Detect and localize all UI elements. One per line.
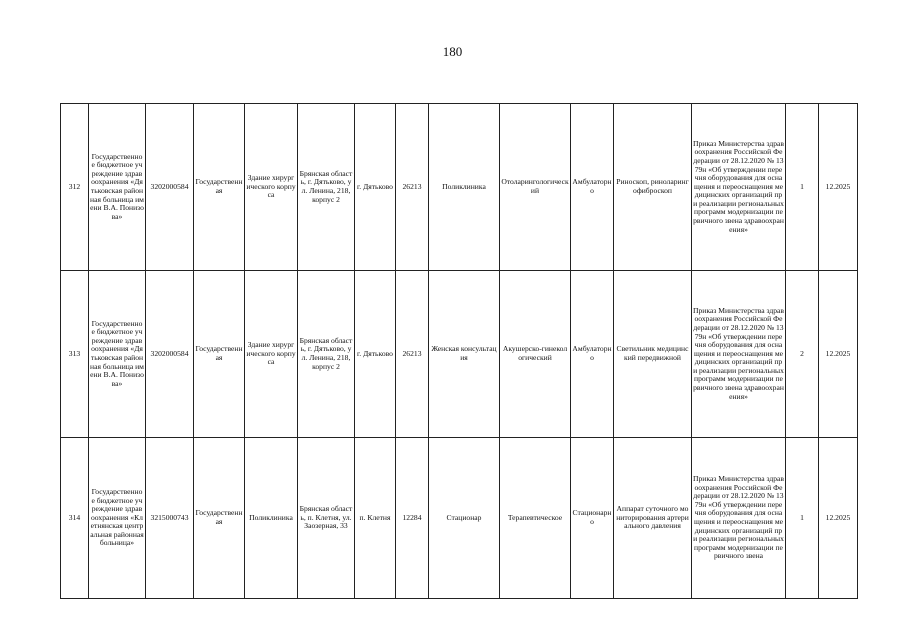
equipment-name: Светильник медицинский передвижной [614, 271, 692, 438]
care-conditions: Стационарно [571, 438, 614, 599]
deadline-date: 12.2025 [819, 438, 858, 599]
equipment-name: Риноскоп, риноларингофиброскоп [614, 104, 692, 271]
ownership-form: Государственная [194, 271, 245, 438]
building-name: Поликлиника [245, 438, 298, 599]
table-row [61, 271, 858, 438]
table-row [61, 438, 858, 599]
locality: г. Дятьково [355, 271, 396, 438]
equipment-name: Аппарат суточного мониторирования артериального давления [614, 438, 692, 599]
row-number: 313 [61, 271, 89, 438]
organization-name: Государственное бюджетное учреждение здравоохранения «Клетнянская центральная районная больница» [89, 438, 146, 599]
medical-profile: Отоларингологический [500, 104, 571, 271]
unit-type: Женская консультация [429, 271, 500, 438]
page-number: 180 [442, 44, 463, 59]
table-row [61, 104, 858, 271]
care-conditions: Амбулаторно [571, 104, 614, 271]
building-name: Здание хирургического корпуса [245, 104, 298, 271]
legal-basis: Приказ Министерства здравоохранения Российской Федерации от 28.12.2020 № 1379н «Об утверждении перечня оборудования для оснащения и переоснащения медицинских организаций при реализации региональных программ модернизации первичного звена [692, 438, 786, 599]
medical-profile: Терапевтическое [500, 438, 571, 599]
locality: г. Дятьково [355, 104, 396, 271]
quantity: 1 [786, 438, 819, 599]
unit-type: Поликлиника [429, 104, 500, 271]
oktmo-code: 12284 [396, 438, 429, 599]
medical-profile: Акушерско-гинекологический [500, 271, 571, 438]
organization-name: Государственное бюджетное учреждение здравоохранения «Дятьковская районная больница имени В.А. Понизова» [89, 104, 146, 271]
ownership-form: Государственная [194, 104, 245, 271]
organization-code: 3215000743 [146, 438, 194, 599]
locality: п. Клетня [355, 438, 396, 599]
deadline-date: 12.2025 [819, 104, 858, 271]
deadline-date: 12.2025 [819, 271, 858, 438]
care-conditions: Амбулаторно [571, 271, 614, 438]
organization-code: 3202000584 [146, 104, 194, 271]
quantity: 2 [786, 271, 819, 438]
oktmo-code: 26213 [396, 271, 429, 438]
address: Брянская область, г. Дятьково, ул. Ленина, 218, корпус 2 [298, 271, 355, 438]
organization-name: Государственное бюджетное учреждение здравоохранения «Дятьковская районная больница имени В.А. Понизова» [89, 271, 146, 438]
address: Брянская область, г. Дятьково, ул. Ленина, 218, корпус 2 [298, 104, 355, 271]
equipment-table [60, 103, 858, 599]
building-name: Здание хирургического корпуса [245, 271, 298, 438]
legal-basis: Приказ Министерства здравоохранения Российской Федерации от 28.12.2020 № 1379н «Об утверждении перечня оборудования для оснащения и переоснащения медицинских организаций при реализации региональных программ модернизации первичного звена здравоохранения» [692, 271, 786, 438]
legal-basis: Приказ Министерства здравоохранения Российской Федерации от 28.12.2020 № 1379н «Об утверждении перечня оборудования для оснащения и переоснащения медицинских организаций при реализации региональных программ модернизации первичного звена здравоохранения» [692, 104, 786, 271]
oktmo-code: 26213 [396, 104, 429, 271]
row-number: 314 [61, 438, 89, 599]
quantity: 1 [786, 104, 819, 271]
organization-code: 3202000584 [146, 271, 194, 438]
ownership-form: Государственная [194, 438, 245, 599]
row-number: 312 [61, 104, 89, 271]
address: Брянская область, п. Клетня, ул. Заозерная, 33 [298, 438, 355, 599]
unit-type: Стационар [429, 438, 500, 599]
